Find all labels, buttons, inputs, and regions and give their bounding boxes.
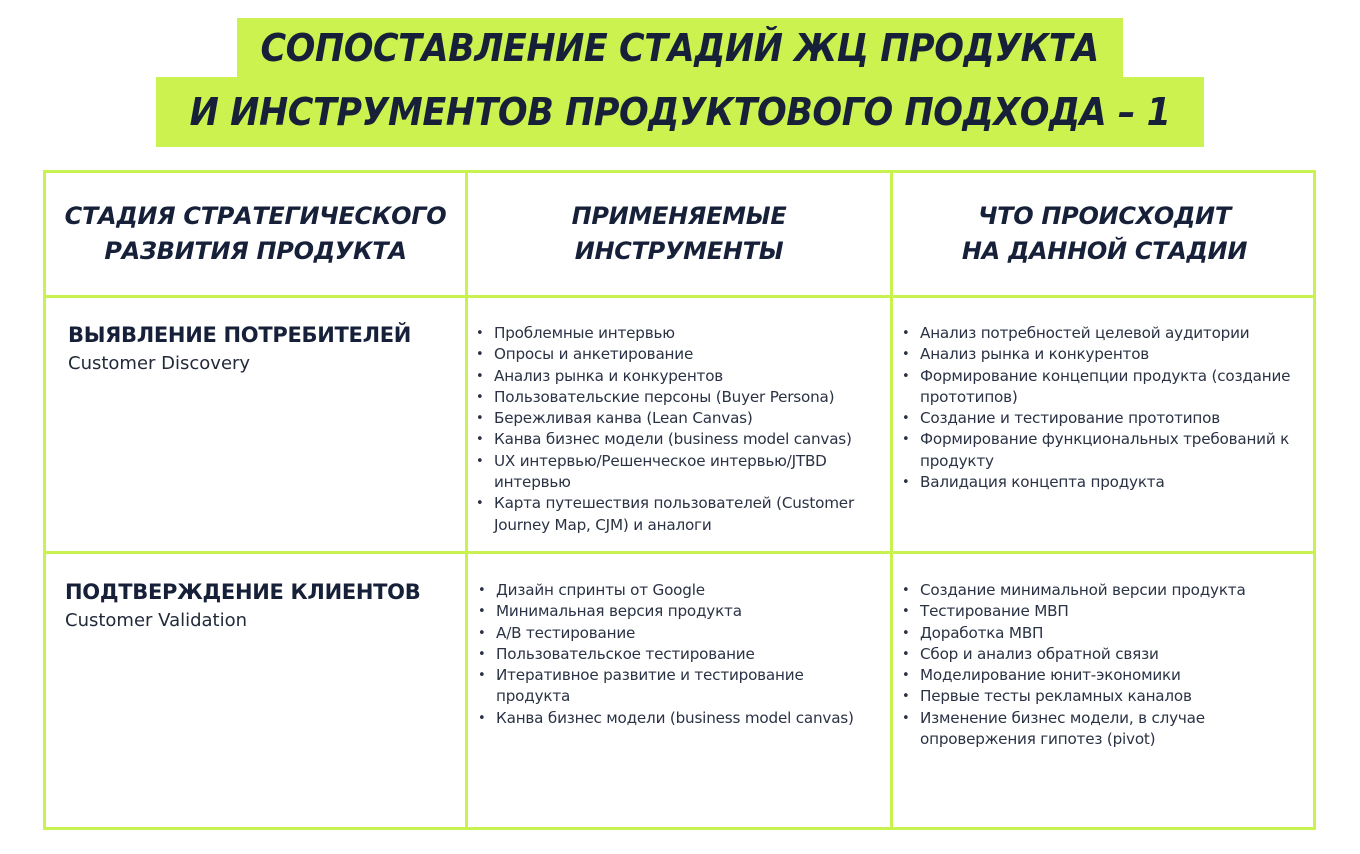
stage-name-en: Customer Discovery [68,353,251,374]
row-divider [46,551,1313,554]
list-item: • Сбор и анализ обратной связи [900,644,1300,665]
header-activities-line1: ЧТО ПРОИСХОДИТ [978,202,1231,230]
header-stage [46,173,465,295]
list-item: • Канва бизнес модели (business model canvas) [476,708,876,729]
header-tools [468,173,890,295]
stage-customer-validation [65,580,420,631]
row-divider [46,295,1313,298]
list-item: • Карта путешествия пользователей (Customer Journey Map, CJM) и аналоги [474,493,874,536]
list-item: • Бережливая канва (Lean Canvas) [474,408,874,429]
title-line1: СОПОСТАВЛЕНИЕ СТАДИЙ ЖЦ ПРОДУКТА [260,26,1100,70]
list-item: • Валидация концепта продукта [900,472,1300,493]
tools-list-discovery [474,323,874,536]
list-item: • Итеративное развитие и тестирование продукта [476,665,876,708]
stage-name-ru: ПОДТВЕРЖДЕНИЕ КЛИЕНТОВ [65,580,421,604]
header-tools-line1: ПРИМЕНЯЕМЫЕ [571,202,787,230]
list-item: • Канва бизнес модели (business model canvas) [474,429,874,450]
header-activities [893,173,1316,295]
list-item: • Пользовательские персоны (Buyer Persona) [474,387,874,408]
list-item: • Создание минимальной версии продукта [900,580,1300,601]
list-item: • Тестирование МВП [900,601,1300,622]
list-item: • Моделирование юнит-экономики [900,665,1300,686]
activities-list-discovery [900,323,1300,493]
list-item: • Пользовательское тестирование [476,644,876,665]
header-activities-line2: НА ДАННОЙ СТАДИИ [961,237,1248,265]
stage-customer-discovery [68,323,411,374]
stage-name-ru: ВЫЯВЛЕНИЕ ПОТРЕБИТЕЛЕЙ [68,323,412,347]
list-item: • Формирование функциональных требований к продукту [900,429,1300,472]
list-item: • Анализ потребностей целевой аудитории [900,323,1300,344]
stage-name-en: Customer Validation [65,610,248,631]
title-banner-line2 [156,77,1204,147]
tools-list-validation [476,580,876,729]
header-stage-line1: СТАДИЯ СТРАТЕГИЧЕСКОГО [64,202,447,230]
list-item: • UX интервью/Решенческое интервью/JTBD интервью [474,451,874,494]
activities-list-validation [900,580,1300,750]
header-tools-line2: ИНСТРУМЕНТЫ [574,237,784,265]
list-item: • Минимальная версия продукта [476,601,876,622]
list-item: • Дизайн спринты от Google [476,580,876,601]
list-item: • Анализ рынка и конкурентов [900,344,1300,365]
title-line2: И ИНСТРУМЕНТОВ ПРОДУКТОВОГО ПОДХОДА – 1 [189,90,1171,134]
list-item: • Доработка МВП [900,623,1300,644]
list-item: • Анализ рынка и конкурентов [474,366,874,387]
header-stage-line2: РАЗВИТИЯ ПРОДУКТА [104,237,407,265]
title-banner-line1 [237,18,1123,78]
list-item: • Изменение бизнес модели, в случае опровержения гипотез (pivot) [900,708,1300,751]
list-item: • Формирование концепции продукта (создание прототипов) [900,366,1300,409]
list-item: • Первые тесты рекламных каналов [900,686,1300,707]
list-item: • Проблемные интервью [474,323,874,344]
comparison-table [43,170,1316,830]
list-item: • A/B тестирование [476,623,876,644]
list-item: • Создание и тестирование прототипов [900,408,1300,429]
list-item: • Опросы и анкетирование [474,344,874,365]
